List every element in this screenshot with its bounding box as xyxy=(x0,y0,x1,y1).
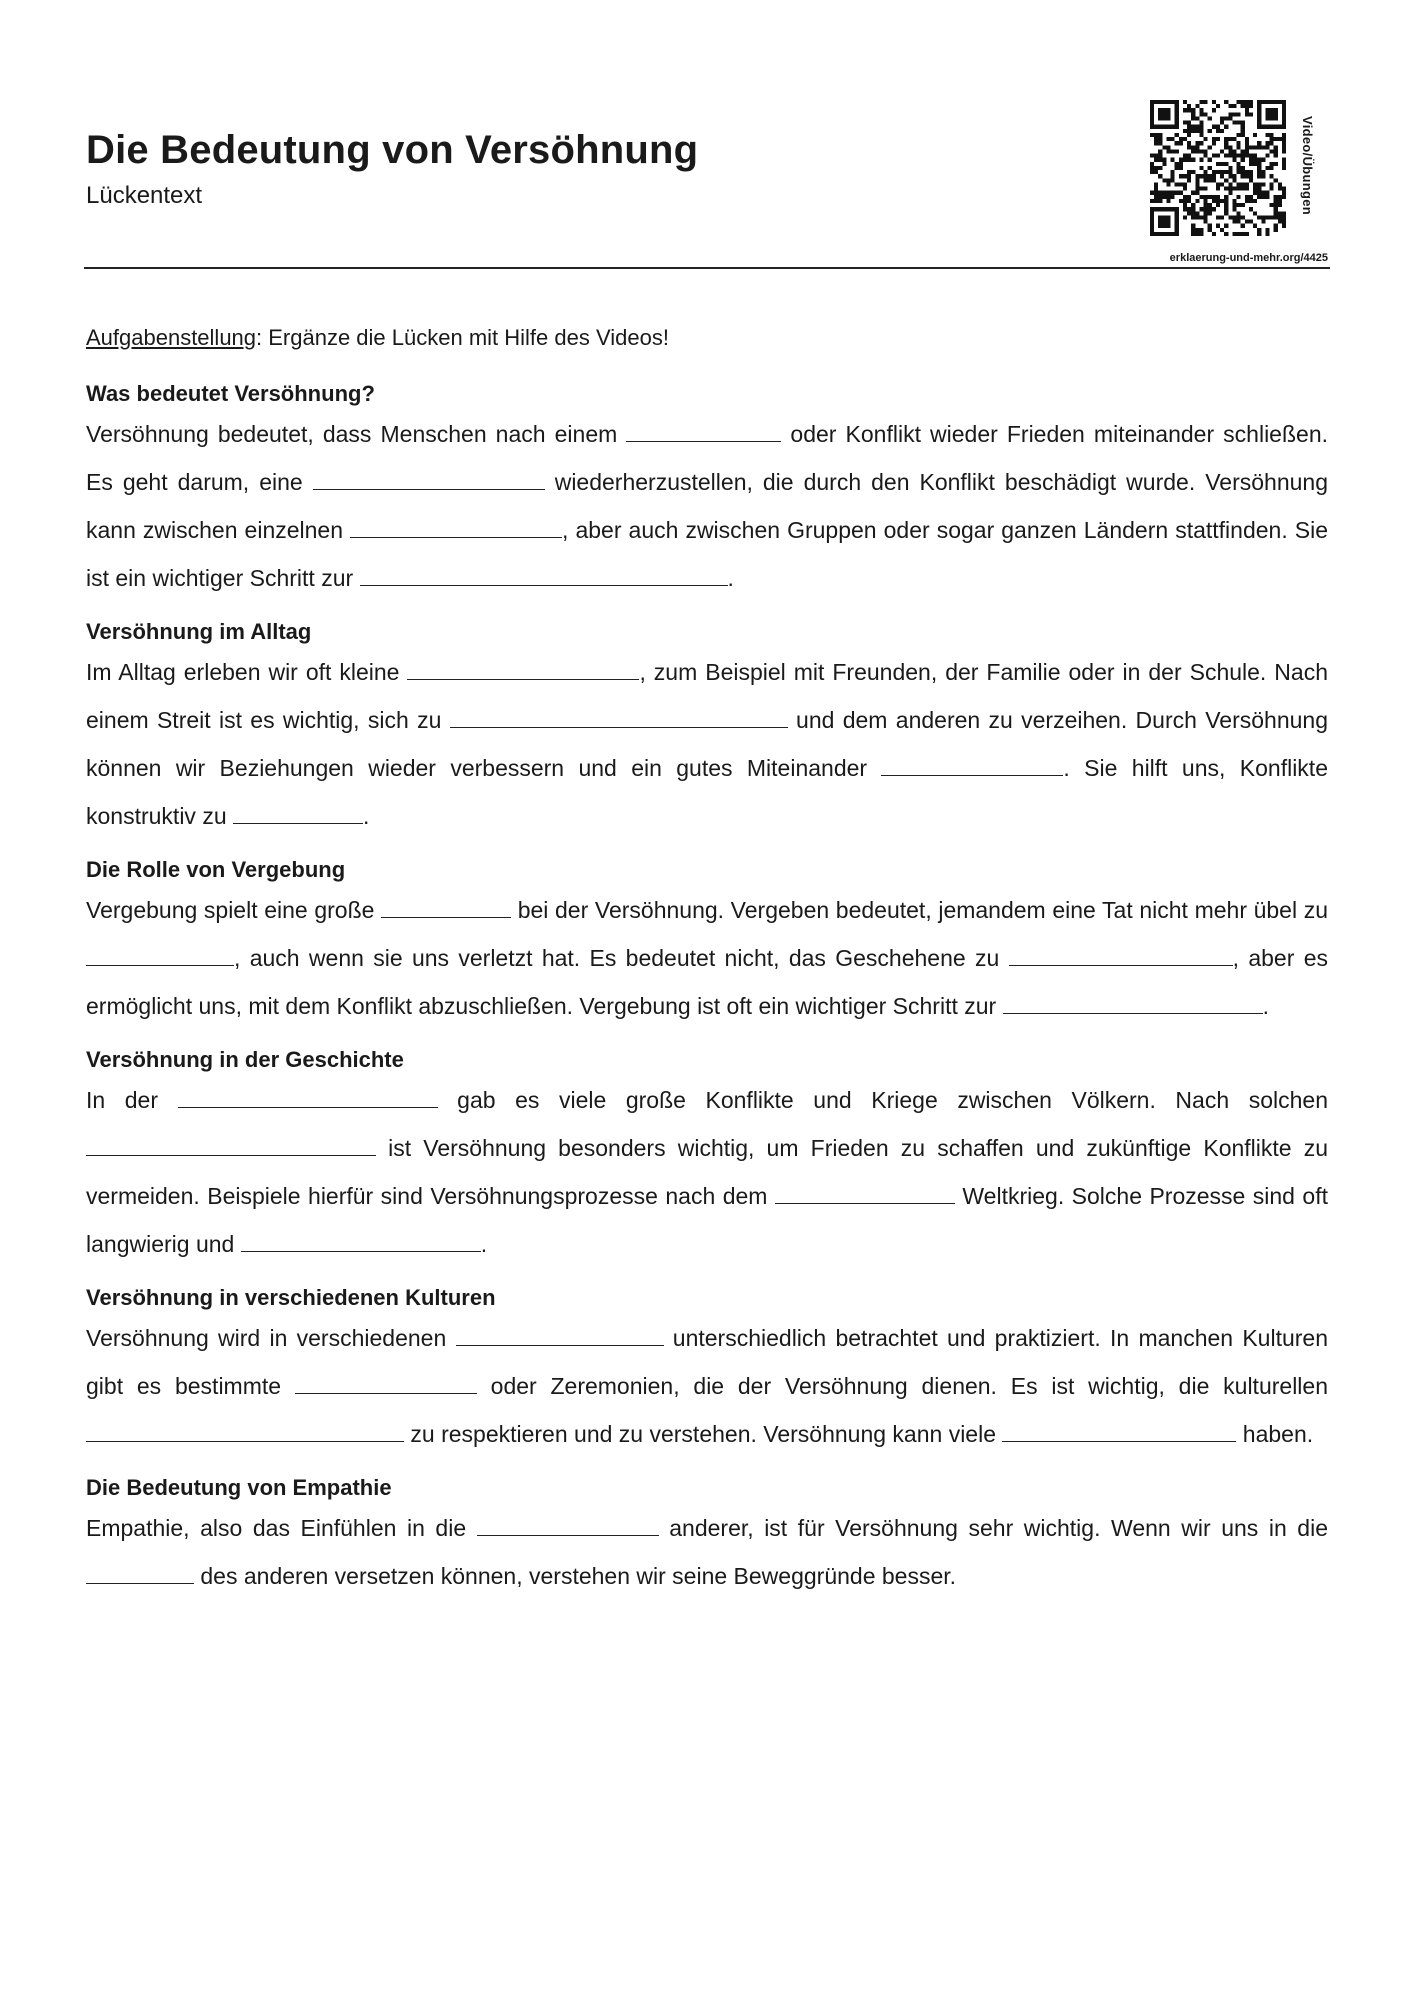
blank-gap[interactable] xyxy=(381,895,511,918)
blank-gap[interactable] xyxy=(1009,943,1233,966)
blank-gap[interactable] xyxy=(295,1371,477,1394)
paragraph-text: unterschiedlich betrachtet und praktiziert. In manchen Kulturen gibt es bestimmte xyxy=(86,1325,1328,1399)
task-label: Aufgabenstellung xyxy=(86,325,257,350)
paragraph-text: , zum Beispiel mit Freunden, der Familie oder in der Schule. Nach einem Streit ist es wichtig, sich zu xyxy=(86,659,1328,733)
section-paragraph xyxy=(86,1504,1328,1600)
blank-gap[interactable] xyxy=(178,1085,438,1108)
section-heading: Die Rolle von Vergebung xyxy=(86,857,346,882)
blank-gap[interactable] xyxy=(350,515,562,538)
paragraph-text: haben. xyxy=(1236,1421,1314,1447)
paragraph-text: und dem anderen zu verzeihen. Durch Versöhnung können wir Beziehungen wieder verbessern und ein gutes Miteinander xyxy=(86,707,1328,781)
paragraph-text: Empathie, also das Einfühlen in die xyxy=(86,1515,477,1541)
blank-gap[interactable] xyxy=(456,1323,664,1346)
section-heading: Was bedeutet Versöhnung? xyxy=(86,381,375,406)
section-heading: Versöhnung in der Geschichte xyxy=(86,1047,404,1072)
paragraph-text: Versöhnung wird in verschiedenen xyxy=(86,1325,456,1351)
task-instruction xyxy=(86,322,1328,354)
paragraph-text: oder Zeremonien, die der Versöhnung dienen. Es ist wichtig, die kulturellen xyxy=(476,1373,1328,1399)
blank-gap[interactable] xyxy=(450,705,788,728)
paragraph-text: . xyxy=(480,1231,488,1257)
header-divider xyxy=(84,267,1330,269)
blank-gap[interactable] xyxy=(881,753,1063,776)
paragraph-text: , aber auch zwischen Gruppen oder sogar ganzen Ländern stattfinden. Sie ist ein wichtiger Schritt zur xyxy=(86,517,1328,591)
section-paragraph xyxy=(86,1314,1328,1458)
blank-gap[interactable] xyxy=(360,563,728,586)
blank-gap[interactable] xyxy=(86,943,234,966)
paragraph-text: des anderen versetzen können, verstehen wir seine Beweggründe besser. xyxy=(194,1563,957,1589)
qr-code-icon xyxy=(1150,100,1286,236)
section-paragraph xyxy=(86,1076,1328,1268)
paragraph-text: oder Konflikt wieder Frieden miteinander schließen. Es geht darum, eine xyxy=(86,421,1328,495)
blank-gap[interactable] xyxy=(241,1229,481,1252)
blank-gap[interactable] xyxy=(86,1561,194,1584)
paragraph-text: , auch wenn sie uns verletzt hat. Es bedeutet nicht, das Geschehene zu xyxy=(234,945,1009,971)
section-heading: Versöhnung im Alltag xyxy=(86,619,312,644)
paragraph-text: Weltkrieg. Solche Prozesse sind oft langwierig und xyxy=(86,1183,1328,1257)
blank-gap[interactable] xyxy=(1002,1419,1236,1442)
paragraph-text: Im Alltag erleben wir oft kleine xyxy=(86,659,408,685)
blank-gap[interactable] xyxy=(626,419,781,442)
paragraph-text: bei der Versöhnung. Vergeben bedeutet, jemandem eine Tat nicht mehr übel zu xyxy=(511,897,1329,923)
paragraph-text: . xyxy=(363,803,370,829)
paragraph-text: anderer, ist für Versöhnung sehr wichtig. Wenn wir uns in die xyxy=(658,1515,1328,1541)
blank-gap[interactable] xyxy=(313,467,545,490)
paragraph-text: , aber es ermöglicht uns, mit dem Konflikt abzuschließen. Vergebung ist oft ein wichtiger Schritt zur xyxy=(86,945,1328,1019)
source-url: erklaerung-und-mehr.org/4425 xyxy=(1169,252,1328,264)
blank-gap[interactable] xyxy=(86,1133,376,1156)
blank-gap[interactable] xyxy=(407,657,639,680)
paragraph-text: wiederherzustellen, die durch den Konflikt beschädigt wurde. Versöhnung kann zwischen einzelnen xyxy=(86,469,1328,543)
worksheet-subtitle: Lückentext xyxy=(86,182,203,209)
blank-gap[interactable] xyxy=(775,1181,955,1204)
paragraph-text: . Sie hilft uns, Konflikte konstruktiv zu xyxy=(86,755,1328,829)
blank-gap[interactable] xyxy=(1003,991,1263,1014)
section-paragraph xyxy=(86,410,1328,602)
worksheet-title: Die Bedeutung von Versöhnung xyxy=(86,128,699,172)
paragraph-text: zu respektieren und zu verstehen. Versöhnung kann viele xyxy=(404,1421,1003,1447)
blank-gap[interactable] xyxy=(233,801,363,824)
section-heading: Die Bedeutung von Empathie xyxy=(86,1475,392,1500)
task-text: : Ergänze die Lücken mit Hilfe des Videos! xyxy=(256,325,669,350)
blank-gap[interactable] xyxy=(86,1419,404,1442)
paragraph-text: ist Versöhnung besonders wichtig, um Frieden zu schaffen und zukünftige Konflikte zu vermeiden. Beispiele hierfür sind Versöhnungsprozesse nach dem xyxy=(86,1135,1328,1209)
paragraph-text: In der xyxy=(86,1087,178,1113)
video-uebungen-label: Video/Übungen xyxy=(1300,116,1315,215)
blank-gap[interactable] xyxy=(477,1513,659,1536)
section-paragraph xyxy=(86,648,1328,840)
paragraph-text: . xyxy=(1262,993,1269,1019)
sections-container xyxy=(86,378,1328,1600)
paragraph-text: gab es viele große Konflikte und Kriege zwischen Völkern. Nach solchen xyxy=(437,1087,1328,1113)
worksheet-body xyxy=(86,322,1328,1614)
section-paragraph xyxy=(86,886,1328,1030)
paragraph-text: Versöhnung bedeutet, dass Menschen nach einem xyxy=(86,421,627,447)
paragraph-text: Vergebung spielt eine große xyxy=(86,897,382,923)
section-heading: Versöhnung in verschiedenen Kulturen xyxy=(86,1285,496,1310)
paragraph-text: . xyxy=(727,565,734,591)
